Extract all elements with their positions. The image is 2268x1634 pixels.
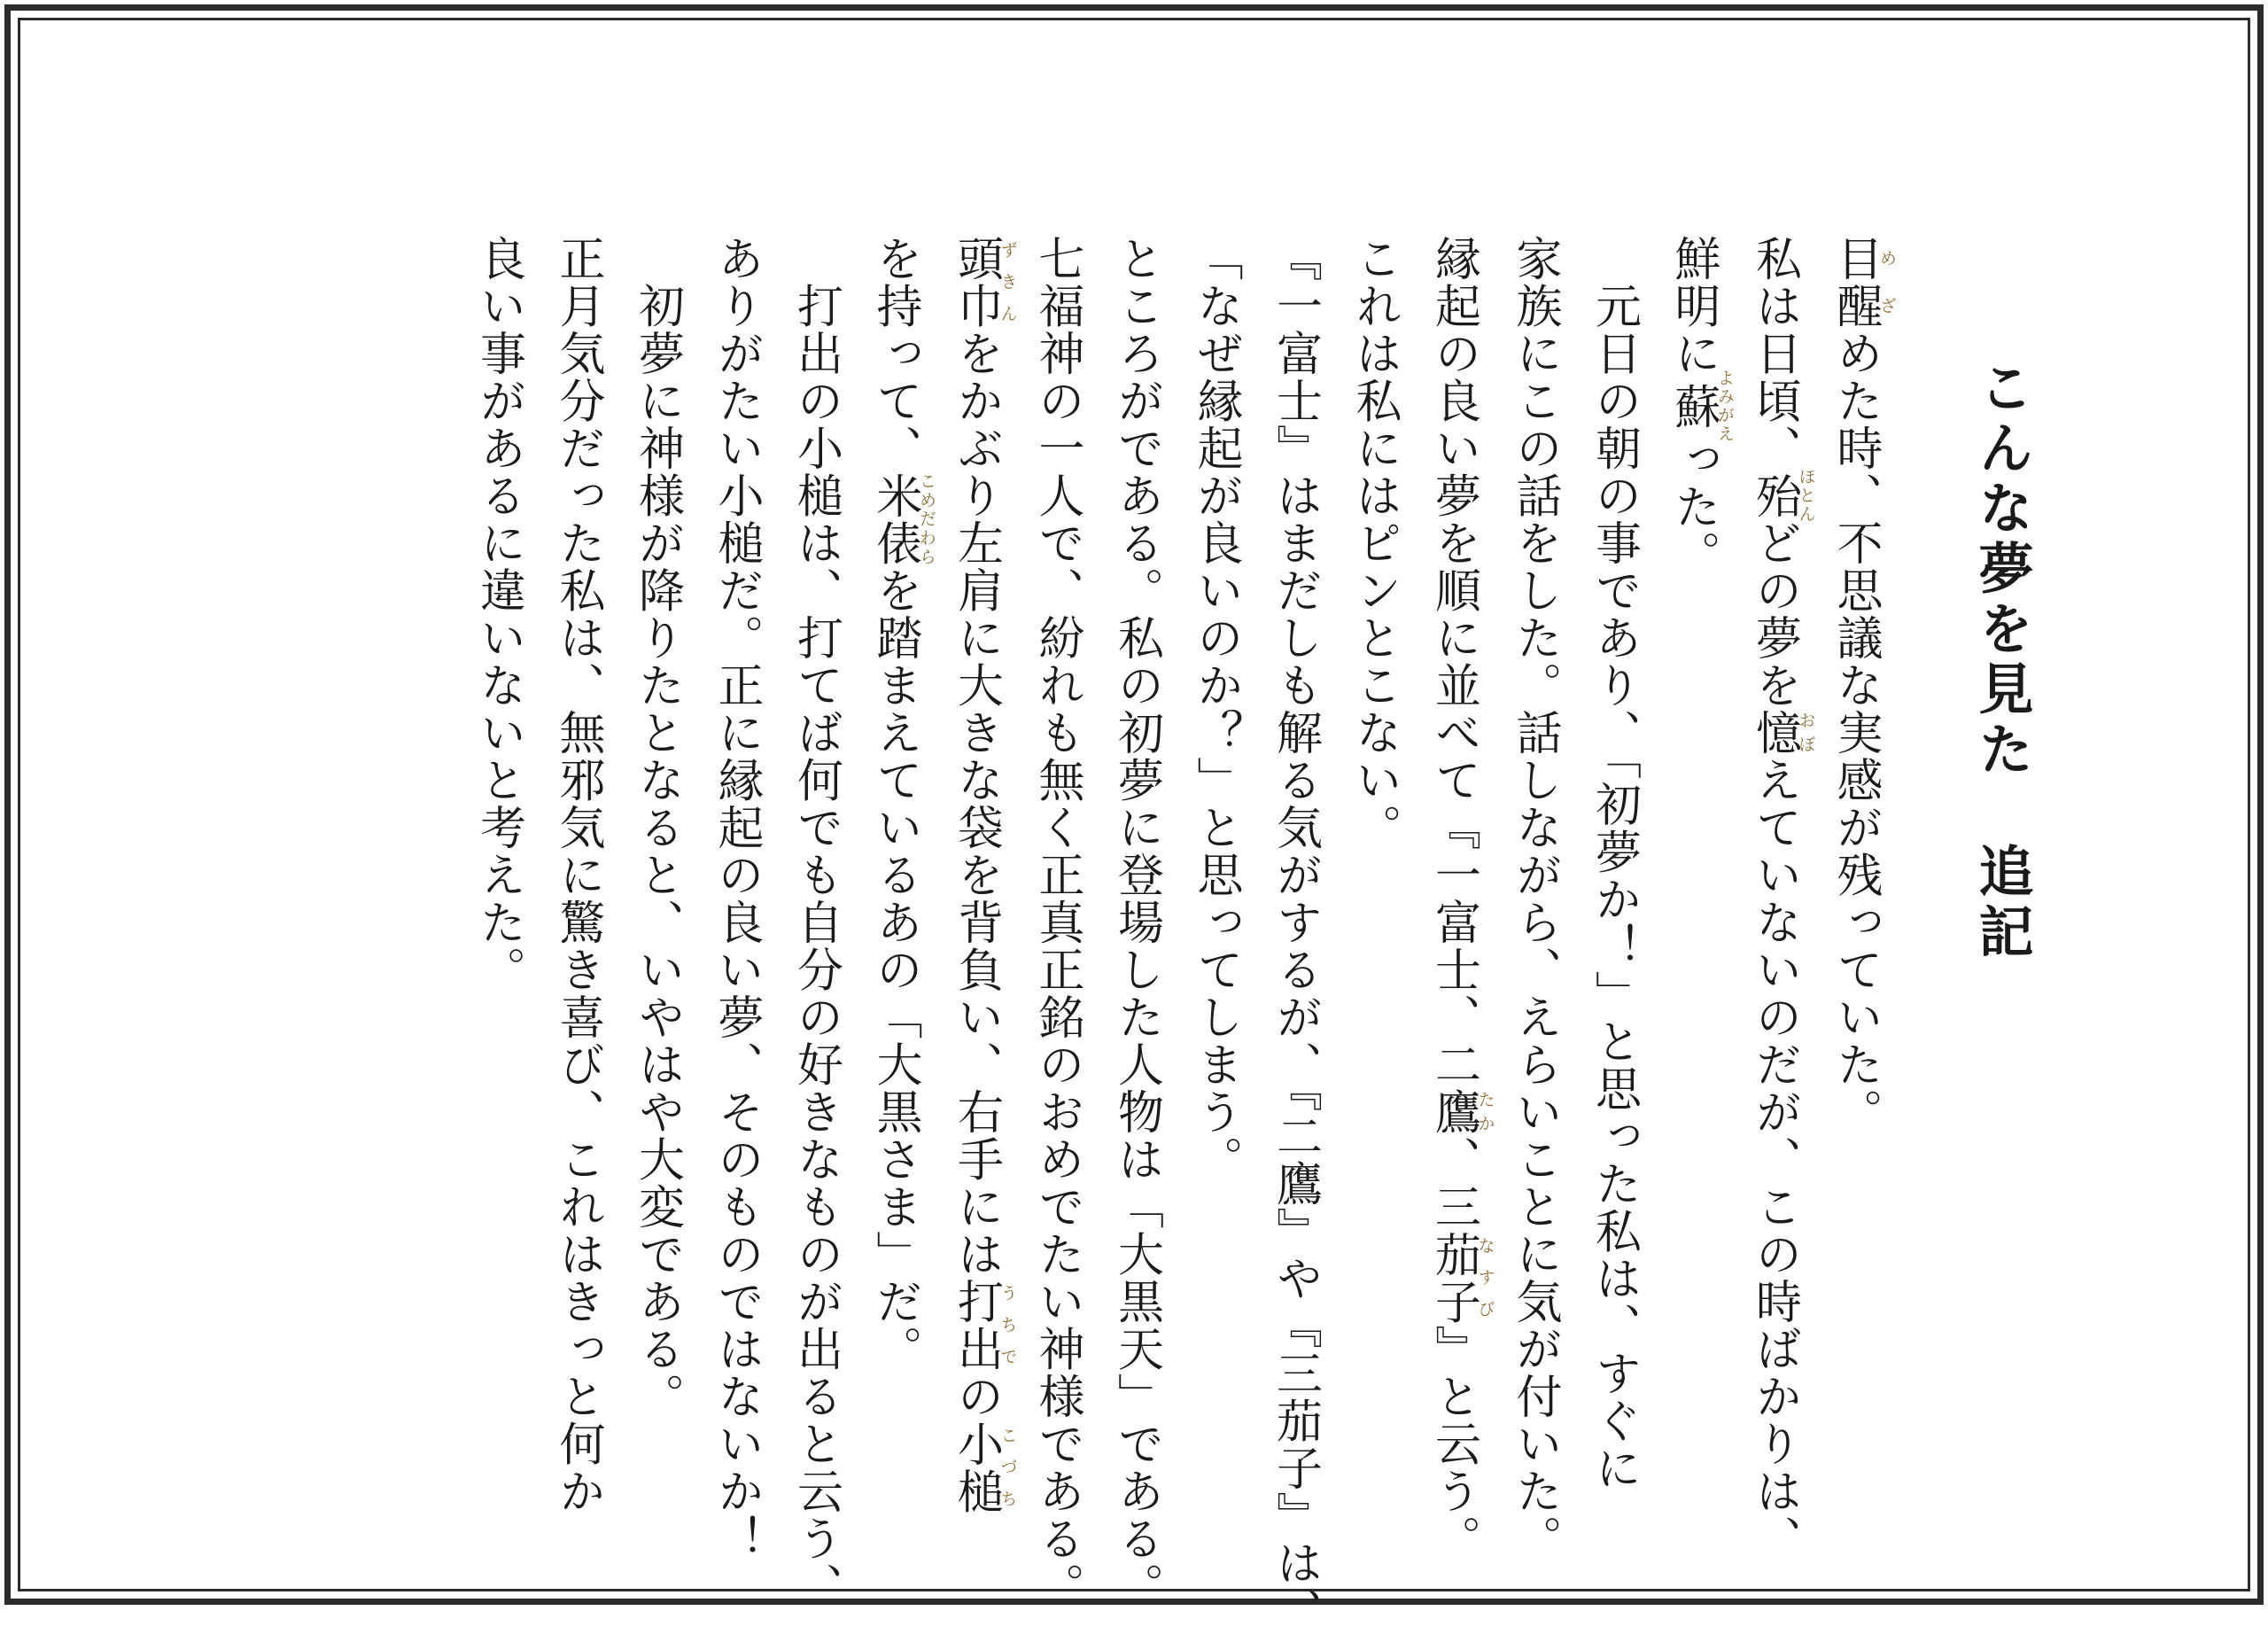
text-segment: えていないのだが、この時ばかりは、 bbox=[1747, 756, 1801, 1562]
furigana-reading: ほとん bbox=[1796, 467, 1816, 524]
text-segment: 家族にこの話をした。話しながら、えらいことに気が付いた。 bbox=[1508, 235, 1561, 1562]
text-segment: 、三 bbox=[1426, 1135, 1480, 1231]
text-segment: 』と云う。 bbox=[1426, 1325, 1480, 1562]
text-line bbox=[1495, 235, 1574, 1562]
text-segment: をかぶり左肩に大きな袋を背負い、右手には bbox=[949, 330, 1003, 1278]
ruby-base: 米俵 bbox=[868, 471, 921, 567]
furigana-reading: よみがえ bbox=[1715, 369, 1735, 444]
furigana-word bbox=[1829, 235, 1897, 330]
text-line bbox=[855, 235, 936, 1493]
furigana-reading: なすび bbox=[1475, 1230, 1495, 1326]
text-line bbox=[1096, 235, 1176, 1610]
text-line bbox=[538, 235, 617, 1515]
furigana-reading: たか bbox=[1475, 1088, 1495, 1136]
text-line bbox=[775, 235, 855, 1610]
text-line bbox=[1573, 235, 1653, 1493]
ruby-base: 目醒 bbox=[1829, 235, 1882, 330]
furigana-word bbox=[1747, 709, 1816, 757]
text-line bbox=[1176, 235, 1255, 1493]
ruby-base: 頭巾 bbox=[949, 235, 1003, 330]
furigana-reading: こづち bbox=[998, 1420, 1018, 1515]
furigana-word bbox=[949, 1420, 1018, 1515]
furigana-reading: こめだわら bbox=[917, 471, 936, 567]
page-title bbox=[1969, 359, 2034, 963]
ruby-base: 憶 bbox=[1747, 709, 1801, 757]
text-segment: ありがたい小槌だ。正に縁起の良い夢、そのものではないか！ bbox=[710, 235, 763, 1562]
text-segment: 七福神の一人で、紛れも無く正真正銘のおめでたい神様である。 bbox=[1030, 235, 1084, 1610]
text-line bbox=[1413, 235, 1495, 1562]
furigana-word bbox=[1426, 1088, 1495, 1136]
ruby-base: 殆 bbox=[1747, 467, 1801, 524]
title-suffix: 追記 bbox=[1969, 843, 2034, 963]
text-segment: これは私にはピンとこない。 bbox=[1348, 235, 1401, 852]
text-segment: どの夢を bbox=[1747, 519, 1801, 709]
ruby-base: 茄子 bbox=[1426, 1230, 1480, 1326]
text-line bbox=[696, 235, 776, 1562]
text-line bbox=[1734, 235, 1816, 1562]
furigana-reading: ずきん bbox=[998, 235, 1018, 330]
text-line bbox=[1815, 235, 1897, 1493]
text-segment: の bbox=[949, 1373, 1003, 1420]
text-line bbox=[1334, 235, 1414, 1493]
furigana-word bbox=[868, 471, 936, 567]
ruby-base: 蘇 bbox=[1666, 369, 1720, 444]
text-line bbox=[617, 235, 696, 1493]
text-segment: 『一富士』はまだしも解る気がするが、『二鷹』や『三茄子』は、 bbox=[1268, 235, 1322, 1634]
text-line bbox=[1254, 235, 1334, 1634]
text-segment: 正月気分だった私は、無邪気に驚き喜び、これはきっと何か bbox=[551, 235, 604, 1515]
furigana-reading: うちで bbox=[998, 1278, 1018, 1373]
text-segment: 元日の朝の事であり、「初夢か！」と思った私は、すぐに bbox=[1587, 235, 1641, 1492]
furigana-reading: おぼ bbox=[1796, 709, 1816, 757]
text-segment: った。 bbox=[1666, 435, 1720, 578]
text-segment: を踏まえているあの「大黒さま」だ。 bbox=[868, 566, 921, 1373]
ruby-base: 鷹 bbox=[1426, 1088, 1480, 1136]
text-line bbox=[1653, 235, 1735, 1493]
furigana-word bbox=[1747, 467, 1816, 524]
title-main: こんな夢を見た bbox=[1969, 359, 2034, 781]
text-segment: 初夢に神様が降りたとなると、いやはや大変である。 bbox=[630, 235, 684, 1420]
furigana-word bbox=[1666, 369, 1735, 444]
text-segment: 鮮明に bbox=[1666, 235, 1720, 377]
text-segment: 打出の小槌は、打てば何でも自分の好きなものが出ると云う、 bbox=[788, 235, 843, 1610]
furigana-reading: めざ bbox=[1877, 235, 1897, 330]
text-segment: 良い事があるに違いないと考えた。 bbox=[471, 235, 525, 993]
furigana-word bbox=[949, 235, 1018, 330]
text-line bbox=[936, 235, 1018, 1515]
text-segment: ところがである。私の初夢に登場した人物は「大黒天」である。 bbox=[1109, 235, 1163, 1610]
text-segment: 縁起の良い夢を順に並べて『一富士、二 bbox=[1426, 235, 1480, 1088]
text-line bbox=[458, 235, 538, 1493]
text-segment: を持って、 bbox=[868, 235, 921, 472]
furigana-word bbox=[1426, 1230, 1495, 1326]
text-segment: 「なぜ縁起が良いのか？」と思ってしまう。 bbox=[1189, 235, 1242, 1183]
text-segment: めた時、不思議な実感が残っていた。 bbox=[1829, 330, 1882, 1136]
furigana-word bbox=[949, 1278, 1018, 1373]
ruby-base: 小槌 bbox=[949, 1420, 1003, 1515]
ruby-base: 打出 bbox=[949, 1278, 1003, 1373]
text-line bbox=[1017, 235, 1097, 1610]
text-segment: 私は日頃、 bbox=[1747, 235, 1801, 472]
essay-body bbox=[458, 235, 1897, 1634]
